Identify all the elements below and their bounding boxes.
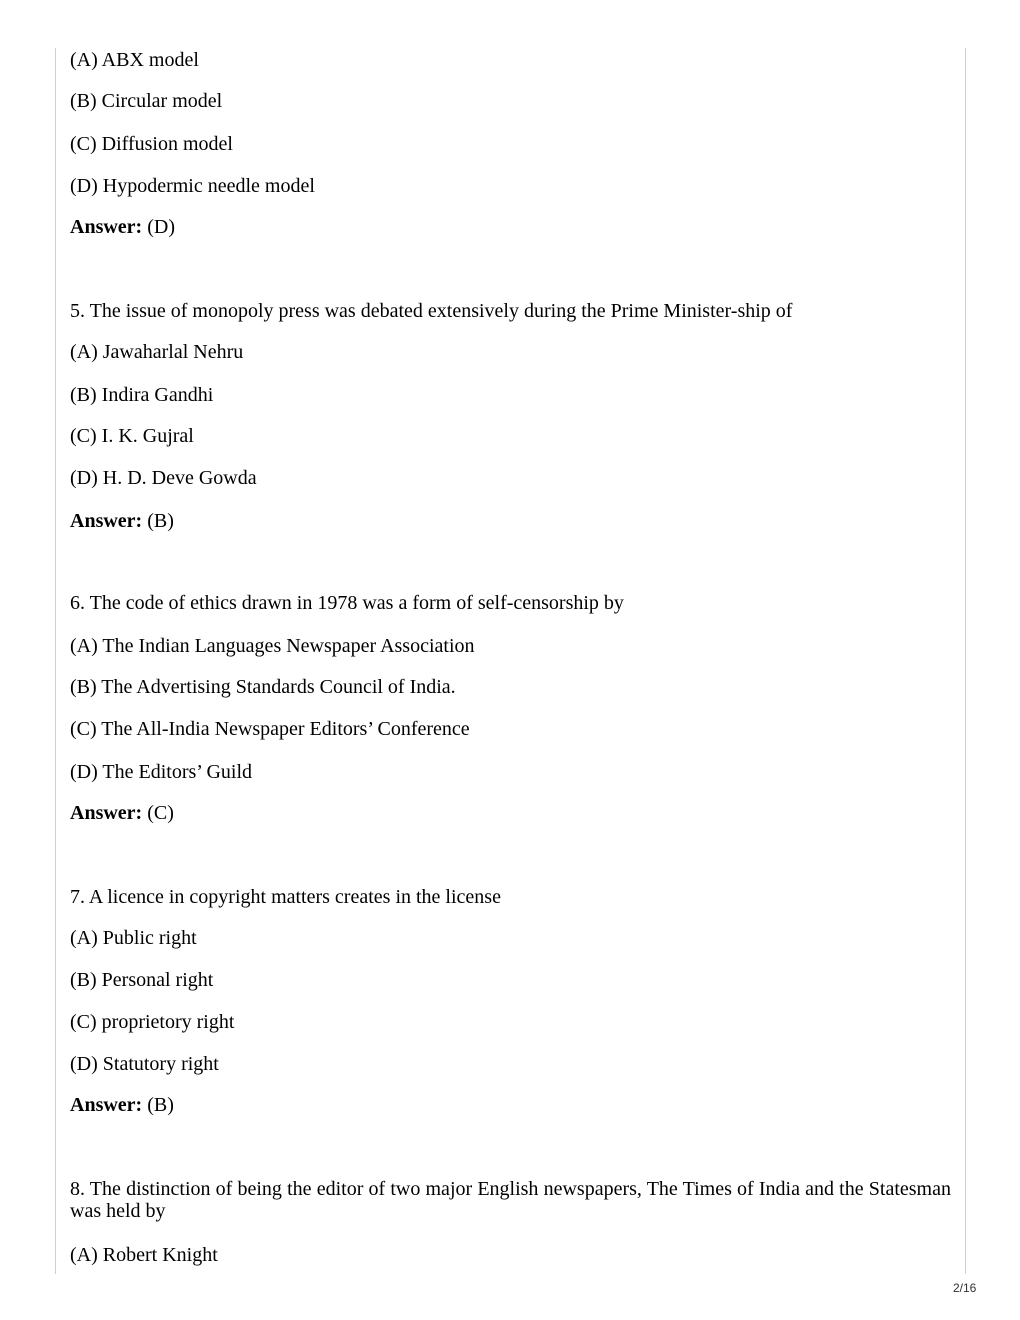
q6-option-a: (A) The Indian Languages Newspaper Association [70, 635, 475, 657]
q5-option-c: (C) I. K. Gujral [70, 425, 194, 447]
q4-answer [70, 216, 175, 238]
q8-text: 8. The distinction of being the editor of two major English newspapers, The Times of India and the Statesman was held by [70, 1178, 951, 1222]
page-number: 2/16 [953, 1281, 977, 1295]
answer-label: Answer: [70, 216, 143, 238]
answer-label: Answer: [70, 1094, 143, 1116]
q5-option-b: (B) Indira Gandhi [70, 384, 214, 406]
answer-value: (B) [147, 510, 174, 532]
answer-value: (D) [147, 216, 175, 238]
q6-option-c: (C) The All-India Newspaper Editors’ Conference [70, 718, 470, 740]
q6-text: 6. The code of ethics drawn in 1978 was a form of self-censorship by [70, 592, 624, 614]
q7-option-d: (D) Statutory right [70, 1053, 219, 1075]
q6-option-d: (D) The Editors’ Guild [70, 761, 253, 783]
q7-answer [70, 1094, 174, 1116]
q4-option-b: (B) Circular model [70, 90, 223, 112]
answer-value: (B) [147, 1094, 174, 1116]
answer-label: Answer: [70, 802, 143, 824]
answer-value: (C) [147, 802, 174, 824]
q7-option-b: (B) Personal right [70, 969, 214, 991]
q4-option-d: (D) Hypodermic needle model [70, 175, 315, 197]
q7-option-c: (C) proprietory right [70, 1011, 235, 1033]
q7-option-a: (A) Public right [70, 927, 197, 949]
answer-label: Answer: [70, 510, 143, 532]
q6-option-b: (B) The Advertising Standards Council of India. [70, 676, 456, 698]
q7-text: 7. A licence in copyright matters creates in the license [70, 886, 501, 908]
q5-answer [70, 510, 174, 532]
q6-answer [70, 802, 174, 824]
q5-option-d: (D) H. D. Deve Gowda [70, 467, 257, 489]
q5-text: 5. The issue of monopoly press was debated extensively during the Prime Minister-ship of [70, 300, 793, 322]
q5-option-a: (A) Jawaharlal Nehru [70, 341, 244, 363]
right-margin-rule [965, 48, 966, 1274]
q4-option-c: (C) Diffusion model [70, 133, 233, 155]
q8-option-a: (A) Robert Knight [70, 1244, 218, 1266]
q4-option-a: (A) ABX model [70, 49, 199, 71]
left-margin-rule [55, 48, 56, 1274]
